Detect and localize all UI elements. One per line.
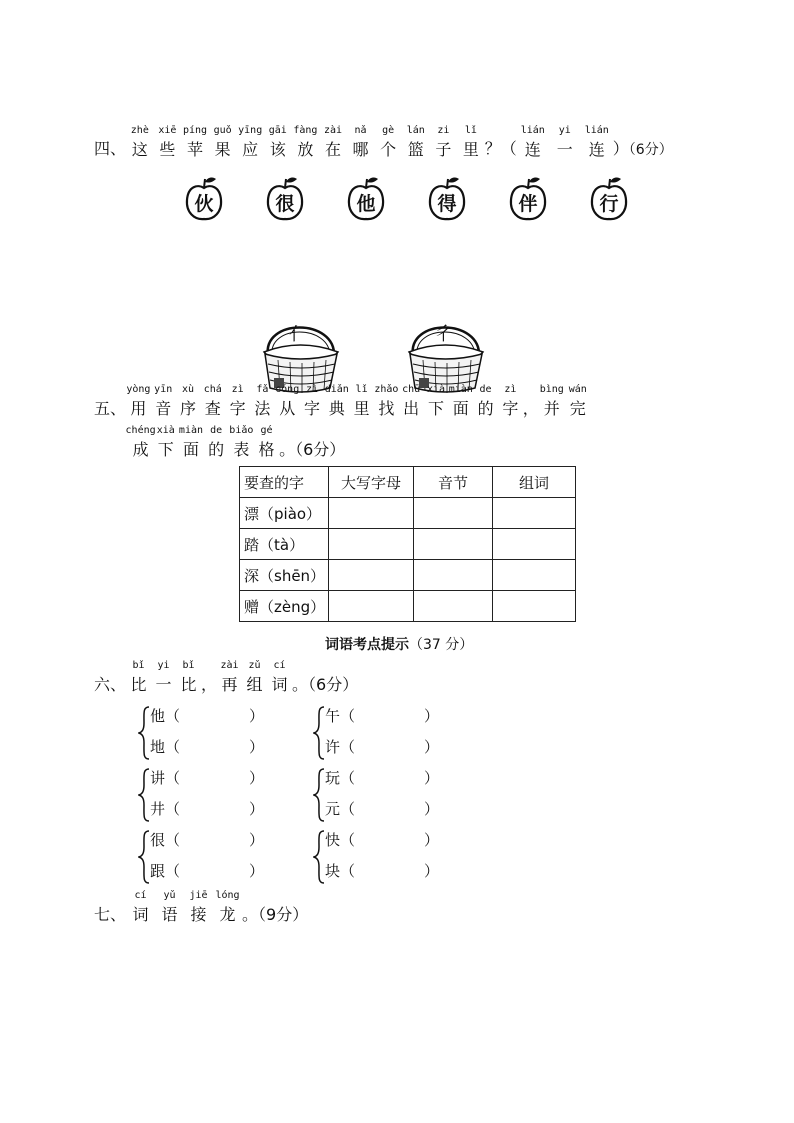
pinyin: miàn xyxy=(178,425,204,436)
pinyin: fàng xyxy=(293,125,318,136)
pair-row xyxy=(150,829,264,850)
hanzi: 找 xyxy=(378,399,395,418)
pinyin: zài xyxy=(220,660,239,671)
pinyin: xiē xyxy=(158,125,177,136)
ruby-char xyxy=(264,125,292,160)
hanzi: 苹 xyxy=(186,140,203,159)
pair-char: 地 xyxy=(150,738,166,756)
apple-char: 他 xyxy=(356,193,376,215)
ruby-char xyxy=(204,425,229,460)
pinyin: cóng xyxy=(275,384,300,395)
pair-row xyxy=(150,860,264,881)
ruby-char xyxy=(349,384,374,419)
ruby-char xyxy=(217,660,242,695)
hanzi: 比 xyxy=(130,675,147,694)
hanzi: 下 xyxy=(157,440,174,459)
table-row xyxy=(240,498,576,529)
ruby-char xyxy=(213,890,242,925)
ruby-char xyxy=(126,125,154,160)
hanzi: 典 xyxy=(328,399,345,418)
pair-char: 许 xyxy=(325,738,341,756)
pinyin: nǎ xyxy=(354,125,367,136)
paren-close: ） xyxy=(249,738,265,756)
lookup-table xyxy=(239,466,576,622)
ruby-char xyxy=(236,125,264,160)
hanzi: 并 xyxy=(543,399,560,418)
hanzi: 完 xyxy=(569,399,586,418)
ruby-char xyxy=(209,125,237,160)
pinyin: zì xyxy=(305,384,319,395)
pair-char: 井 xyxy=(150,800,166,818)
q4-link-close: ） xyxy=(612,139,629,158)
hanzi: 该 xyxy=(269,140,286,159)
apple-card[interactable] xyxy=(427,176,467,222)
ruby-char xyxy=(319,125,347,160)
hanzi: 语 xyxy=(161,905,178,924)
answer-cell[interactable] xyxy=(414,529,493,560)
hanzi: 词 xyxy=(271,675,288,694)
ruby-char xyxy=(457,125,485,160)
q5-title-line1 xyxy=(94,384,591,419)
q5-comma: ， xyxy=(522,399,539,418)
q4-ruby-text xyxy=(126,125,485,159)
ruby-char xyxy=(154,125,182,160)
pinyin: miàn xyxy=(448,384,473,395)
hanzi: 龙 xyxy=(219,905,236,924)
pinyin: jiē xyxy=(189,890,208,901)
hanzi: 篮 xyxy=(407,140,424,159)
ruby-char xyxy=(184,890,213,925)
answer-blank[interactable]: （ xyxy=(165,862,181,880)
q4-link-text xyxy=(517,125,613,159)
pinyin: zi xyxy=(437,125,450,136)
hanzi: 在 xyxy=(324,140,341,159)
pinyin: xù xyxy=(181,384,195,395)
pinyin: yīn xyxy=(154,384,173,395)
compare-pair xyxy=(138,827,288,887)
ruby-char xyxy=(399,384,424,419)
q6-title xyxy=(94,660,359,695)
apple-card[interactable] xyxy=(346,176,386,222)
ruby-char xyxy=(176,660,201,695)
ruby-char xyxy=(229,425,254,460)
pair-row xyxy=(150,736,264,757)
hanzi: 查 xyxy=(204,399,221,418)
table-row xyxy=(240,591,576,622)
pair-row xyxy=(325,860,439,881)
hanzi: 些 xyxy=(159,140,176,159)
compare-pair xyxy=(313,765,463,825)
ruby-char xyxy=(549,125,581,160)
pinyin: yi xyxy=(558,125,571,136)
pinyin: yòng xyxy=(126,384,151,395)
answer-cell[interactable] xyxy=(414,498,493,529)
hanzi: 子 xyxy=(435,140,452,159)
q5-number: 五、 xyxy=(94,399,127,418)
ruby-char xyxy=(347,125,375,160)
answer-cell[interactable] xyxy=(329,498,414,529)
hanzi: 格 xyxy=(258,440,275,459)
q7-ruby-text xyxy=(126,890,242,924)
table-header-row xyxy=(240,467,576,498)
section-hint xyxy=(325,634,473,654)
ruby-char xyxy=(151,660,176,695)
ruby-char xyxy=(125,425,156,460)
paren-close: ） xyxy=(424,800,440,818)
pair-row xyxy=(150,705,264,726)
pinyin: bìng xyxy=(539,384,564,395)
hanzi: 应 xyxy=(242,140,259,159)
q5-line2-text xyxy=(125,425,279,459)
pair-char: 午 xyxy=(325,707,341,725)
q4-qmark: ？ xyxy=(484,139,501,158)
ruby-char xyxy=(126,384,151,419)
q5-line1b-text xyxy=(539,384,591,418)
pair-row xyxy=(150,798,264,819)
pinyin: fǎ xyxy=(256,384,269,395)
pair-char: 快 xyxy=(325,831,341,849)
hanzi: 里 xyxy=(462,140,479,159)
apple-char: 伴 xyxy=(518,193,538,215)
pinyin: zhǎo xyxy=(374,384,399,395)
pair-char: 块 xyxy=(325,862,341,880)
paren-close: ） xyxy=(424,831,440,849)
pinyin: gāi xyxy=(268,125,287,136)
ruby-char xyxy=(250,384,275,419)
ruby-char xyxy=(473,384,498,419)
q6-ruby-b xyxy=(217,660,292,694)
ruby-char xyxy=(581,125,613,160)
compare-pair xyxy=(313,703,463,763)
answer-blank[interactable]: （ xyxy=(340,831,356,849)
paren-close: ） xyxy=(249,707,265,725)
table-header: 大写字母 xyxy=(329,467,414,498)
pinyin: de xyxy=(479,384,492,395)
ruby-char xyxy=(200,384,225,419)
ruby-char xyxy=(430,125,458,160)
pair-row xyxy=(325,736,439,757)
pair-row xyxy=(325,798,439,819)
hanzi: 一 xyxy=(556,140,573,159)
answer-cell[interactable] xyxy=(329,591,414,622)
answer-blank[interactable]: （ xyxy=(340,769,356,787)
apple-card[interactable] xyxy=(589,176,629,222)
answer-cell[interactable] xyxy=(493,591,576,622)
hanzi: 用 xyxy=(130,399,147,418)
hanzi: 果 xyxy=(214,140,231,159)
answer-cell[interactable] xyxy=(493,560,576,591)
pinyin: yǔ xyxy=(163,890,176,901)
ruby-char xyxy=(565,384,591,419)
brace-icon xyxy=(313,765,325,825)
apple-char: 得 xyxy=(437,193,457,215)
ruby-char xyxy=(151,384,176,419)
hanzi: 再 xyxy=(221,675,238,694)
pinyin: xià xyxy=(156,425,175,436)
pinyin: zhè xyxy=(130,125,149,136)
ruby-char xyxy=(126,890,155,925)
ruby-char xyxy=(448,384,473,419)
basket-left[interactable] xyxy=(260,308,340,394)
pinyin: gé xyxy=(260,425,273,436)
ruby-char xyxy=(176,384,201,419)
hanzi: 词 xyxy=(132,905,149,924)
paren-close: ） xyxy=(424,707,440,725)
ruby-char xyxy=(539,384,565,419)
hanzi: 组 xyxy=(246,675,263,694)
basket-right[interactable] xyxy=(405,308,485,394)
hanzi: 序 xyxy=(180,399,197,418)
pinyin: cí xyxy=(273,660,286,671)
ruby-char xyxy=(498,384,523,419)
table-header: 组词 xyxy=(493,467,576,498)
ruby-char xyxy=(254,425,279,460)
hanzi: 出 xyxy=(403,399,420,418)
hanzi: 一 xyxy=(155,675,172,694)
q4-title xyxy=(94,125,673,160)
hanzi: 从 xyxy=(279,399,296,418)
q7-title xyxy=(94,890,309,925)
ruby-char xyxy=(181,125,209,160)
pinyin: lán xyxy=(406,125,425,136)
compare-pair xyxy=(138,765,288,825)
hanzi: 连 xyxy=(588,140,605,159)
pinyin: lián xyxy=(584,125,609,136)
ruby-char xyxy=(153,425,178,460)
answer-blank[interactable]: （ xyxy=(165,707,181,725)
pair-row xyxy=(325,829,439,850)
q7-number: 七、 xyxy=(94,905,127,924)
hanzi: 表 xyxy=(233,440,250,459)
pinyin: píng xyxy=(182,125,208,136)
hanzi: 连 xyxy=(524,140,541,159)
table-header: 音节 xyxy=(414,467,493,498)
answer-blank[interactable]: （ xyxy=(340,707,356,725)
pinyin: wán xyxy=(568,384,587,395)
pinyin: chéng xyxy=(125,425,156,436)
hanzi: 字 xyxy=(229,399,246,418)
pinyin: de xyxy=(210,425,223,436)
pair-row xyxy=(150,767,264,788)
apple-char: 很 xyxy=(275,193,295,215)
ruby-char xyxy=(324,384,349,419)
pinyin: zì xyxy=(231,384,244,395)
hanzi: 放 xyxy=(297,140,314,159)
hanzi: 比 xyxy=(180,675,197,694)
ruby-char xyxy=(126,660,151,695)
q6-end: 。（6分） xyxy=(292,675,359,694)
hanzi: 里 xyxy=(353,399,370,418)
pair-char: 他 xyxy=(150,707,166,725)
answer-cell[interactable] xyxy=(414,560,493,591)
answer-blank[interactable]: （ xyxy=(340,862,356,880)
ruby-char xyxy=(242,660,267,695)
pinyin: zǔ xyxy=(248,660,261,671)
q6-number: 六、 xyxy=(94,675,127,694)
hanzi: 字 xyxy=(502,399,519,418)
table-row-char: 赠（zèng） xyxy=(240,591,329,622)
pair-char: 很 xyxy=(150,831,166,849)
apple-char: 伙 xyxy=(194,193,214,215)
hanzi: 这 xyxy=(131,140,148,159)
ruby-char xyxy=(178,425,204,460)
pinyin: bǐ xyxy=(132,660,145,671)
pinyin: bǐ xyxy=(182,660,195,671)
pinyin: biǎo xyxy=(229,425,254,436)
pinyin: yīng xyxy=(238,125,263,136)
table-header: 要查的字 xyxy=(240,467,329,498)
pair-row xyxy=(325,767,439,788)
q5-end: 。（6分） xyxy=(279,440,346,459)
ruby-char xyxy=(292,125,320,160)
answer-cell[interactable] xyxy=(414,591,493,622)
ruby-char xyxy=(155,890,184,925)
pair-char: 跟 xyxy=(150,862,166,880)
pinyin: yi xyxy=(157,660,170,671)
answer-blank[interactable]: （ xyxy=(340,738,356,756)
hanzi: 法 xyxy=(254,399,271,418)
hanzi: 的 xyxy=(477,399,494,418)
hanzi: 音 xyxy=(155,399,172,418)
hanzi: 个 xyxy=(380,140,397,159)
q4-number: 四、 xyxy=(94,139,127,158)
answer-blank[interactable]: （ xyxy=(165,738,181,756)
q4-score: （6分） xyxy=(628,142,673,158)
hanzi: 的 xyxy=(208,440,225,459)
compare-pair xyxy=(138,703,288,763)
hint-title: 词语考点提示 xyxy=(325,637,409,653)
q7-end: 。（9分） xyxy=(242,905,309,924)
ruby-char xyxy=(374,384,399,419)
paren-close: ） xyxy=(424,769,440,787)
pinyin: lǐ xyxy=(355,384,368,395)
table-row-char: 深（shēn） xyxy=(240,560,329,591)
pair-char: 讲 xyxy=(150,769,166,787)
answer-blank[interactable]: （ xyxy=(165,831,181,849)
pinyin: lǐ xyxy=(464,125,477,136)
compare-pair xyxy=(313,827,463,887)
basket-right-radical: 彳 xyxy=(434,324,452,345)
answer-blank[interactable]: （ xyxy=(165,769,181,787)
hanzi: 下 xyxy=(427,399,444,418)
ruby-char xyxy=(424,384,449,419)
pair-char: 元 xyxy=(325,800,341,818)
paren-close: ） xyxy=(249,831,265,849)
ruby-char xyxy=(374,125,402,160)
q4-link-open: （ xyxy=(500,139,517,158)
brace-icon xyxy=(138,703,150,763)
q5-title-line2 xyxy=(125,425,346,460)
brace-icon xyxy=(313,827,325,887)
brace-icon xyxy=(138,765,150,825)
pinyin: chá xyxy=(203,384,222,395)
answer-cell[interactable] xyxy=(493,498,576,529)
answer-blank[interactable]: （ xyxy=(340,800,356,818)
pinyin: diǎn xyxy=(324,384,349,395)
basket-left-radical: 亻 xyxy=(289,324,307,345)
q5-line1-text xyxy=(126,384,523,418)
pinyin: xià xyxy=(426,384,445,395)
hanzi: 字 xyxy=(303,399,320,418)
brace-icon xyxy=(138,827,150,887)
answer-cell[interactable] xyxy=(493,529,576,560)
pinyin: chū xyxy=(402,384,421,395)
apple-card[interactable] xyxy=(184,176,224,222)
answer-blank[interactable]: （ xyxy=(165,800,181,818)
table-row-char: 踏（tà） xyxy=(240,529,329,560)
answer-cell[interactable] xyxy=(329,560,414,591)
brace-icon xyxy=(313,703,325,763)
hanzi: 哪 xyxy=(352,140,369,159)
ruby-char xyxy=(517,125,549,160)
paren-close: ） xyxy=(249,800,265,818)
ruby-char xyxy=(225,384,250,419)
q6-ruby-a xyxy=(126,660,201,694)
hanzi: 面 xyxy=(452,399,469,418)
apple-card[interactable] xyxy=(265,176,305,222)
hanzi: 接 xyxy=(190,905,207,924)
paren-close: ） xyxy=(424,738,440,756)
pinyin: gè xyxy=(382,125,395,136)
hanzi: 成 xyxy=(132,440,149,459)
q6-comma: ， xyxy=(201,675,218,694)
pinyin: lóng xyxy=(215,890,240,901)
ruby-char xyxy=(275,384,300,419)
paren-close: ） xyxy=(249,862,265,880)
table-row xyxy=(240,529,576,560)
pair-char: 玩 xyxy=(325,769,341,787)
pinyin: guǒ xyxy=(213,125,232,136)
ruby-char xyxy=(300,384,325,419)
apple-char: 行 xyxy=(599,193,619,215)
pinyin: lián xyxy=(520,125,545,136)
pair-row xyxy=(325,705,439,726)
hint-score: （37 分） xyxy=(409,637,474,653)
ruby-char xyxy=(402,125,430,160)
apple-card[interactable] xyxy=(508,176,548,222)
answer-cell[interactable] xyxy=(329,529,414,560)
hanzi: 面 xyxy=(182,440,199,459)
paren-close: ） xyxy=(249,769,265,787)
table-row-char: 漂（piào） xyxy=(240,498,329,529)
pinyin: zì xyxy=(504,384,517,395)
paren-close: ） xyxy=(424,862,440,880)
ruby-char xyxy=(267,660,292,695)
pinyin: zài xyxy=(323,125,342,136)
table-row xyxy=(240,560,576,591)
pinyin: cí xyxy=(134,890,147,901)
